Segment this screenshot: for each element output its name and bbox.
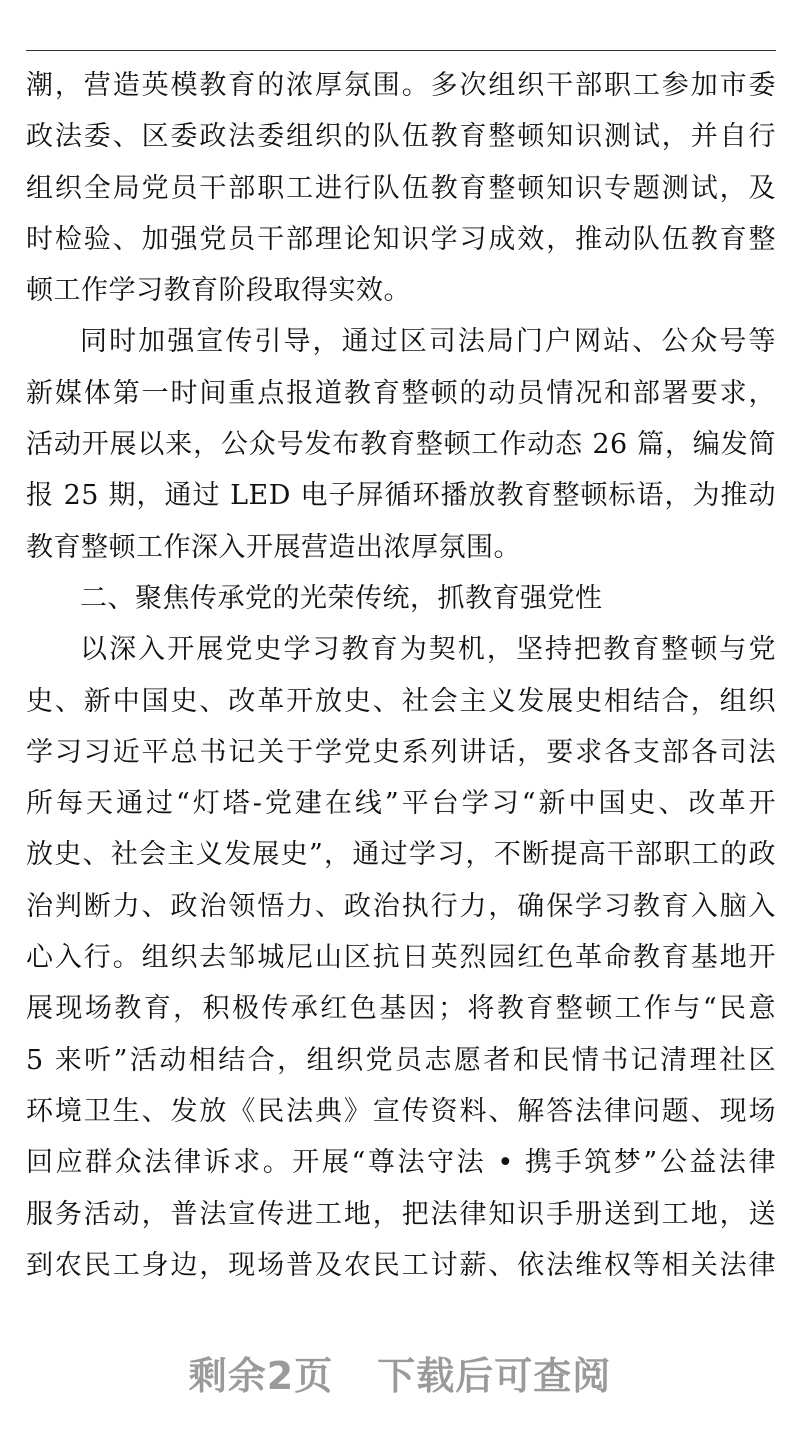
text-line: 时检验、加强党员干部理论知识学习成效，推动队伍教育整 <box>26 223 776 255</box>
text-line: 组织全局党员干部职工进行队伍教育整顿知识专题测试，及 <box>26 172 776 204</box>
text-line: 二、聚焦传承党的光荣传统，抓教育强党性 <box>80 582 603 614</box>
text-line: 心入行。组织去邹城尼山区抗日英烈园红色革命教育基地开 <box>26 942 776 974</box>
text-line: 5 来听”活动相结合，组织党员志愿者和民情书记清理社区 <box>26 1044 776 1076</box>
text-line: 服务活动，普法宣传进工地，把法律知识手册送到工地，送 <box>26 1198 776 1230</box>
text-line: 治判断力、政治领悟力、政治执行力，确保学习教育入脑入 <box>26 890 776 922</box>
text-line: 史、新中国史、改革开放史、社会主义发展史相结合，组织 <box>26 685 776 717</box>
text-line: 放史、社会主义发展史”，通过学习，不断提高干部职工的政 <box>26 839 776 871</box>
text-line: 教育整顿工作深入开展营造出浓厚氛围。 <box>26 531 521 563</box>
text-line: 同时加强宣传引导，通过区司法局门户网站、公众号等 <box>80 326 776 358</box>
text-line: 以深入开展党史学习教育为契机，坚持把教育整顿与党 <box>80 634 776 666</box>
text-line: 回应群众法律诉求。开展“尊法守法 • 携手筑梦”公益法律 <box>26 1147 776 1179</box>
text-line: 潮，营造英模教育的浓厚氛围。多次组织干部职工参加市委 <box>26 70 776 101</box>
text-line: 学习习近平总书记关于学党史系列讲话，要求各支部各司法 <box>26 736 776 768</box>
text-line: 活动开展以来，公众号发布教育整顿工作动态 26 篇，编发简 <box>26 429 776 461</box>
document-body <box>26 60 776 1291</box>
text-line: 到农民工身边，现场普及农民工讨薪、依法维权等相关法律 <box>26 1249 776 1281</box>
download-to-view-label: 下载后可查阅 <box>377 1354 612 1398</box>
text-line: 政法委、区委政法委组织的队伍教育整顿知识测试，并自行 <box>26 121 776 153</box>
text-line: 展现场教育，积极传承红色基因；将教育整顿工作与“民意 <box>26 993 776 1025</box>
header-rule <box>26 50 776 51</box>
text-line: 环境卫生、发放《民法典》宣传资料、解答法律问题、现场 <box>26 1095 776 1127</box>
download-banner[interactable] <box>0 1345 800 1400</box>
text-line: 顿工作学习教育阶段取得实效。 <box>26 275 411 307</box>
text-line: 报 25 期，通过 LED 电子屏循环播放教育整顿标语，为推动 <box>26 480 776 512</box>
text-line: 新媒体第一时间重点报道教育整顿的动员情况和部署要求， <box>26 377 776 409</box>
text-line: 所每天通过“灯塔-党建在线”平台学习“新中国史、改革开 <box>26 788 776 820</box>
remaining-pages-label: 剩余2页 <box>188 1354 334 1398</box>
